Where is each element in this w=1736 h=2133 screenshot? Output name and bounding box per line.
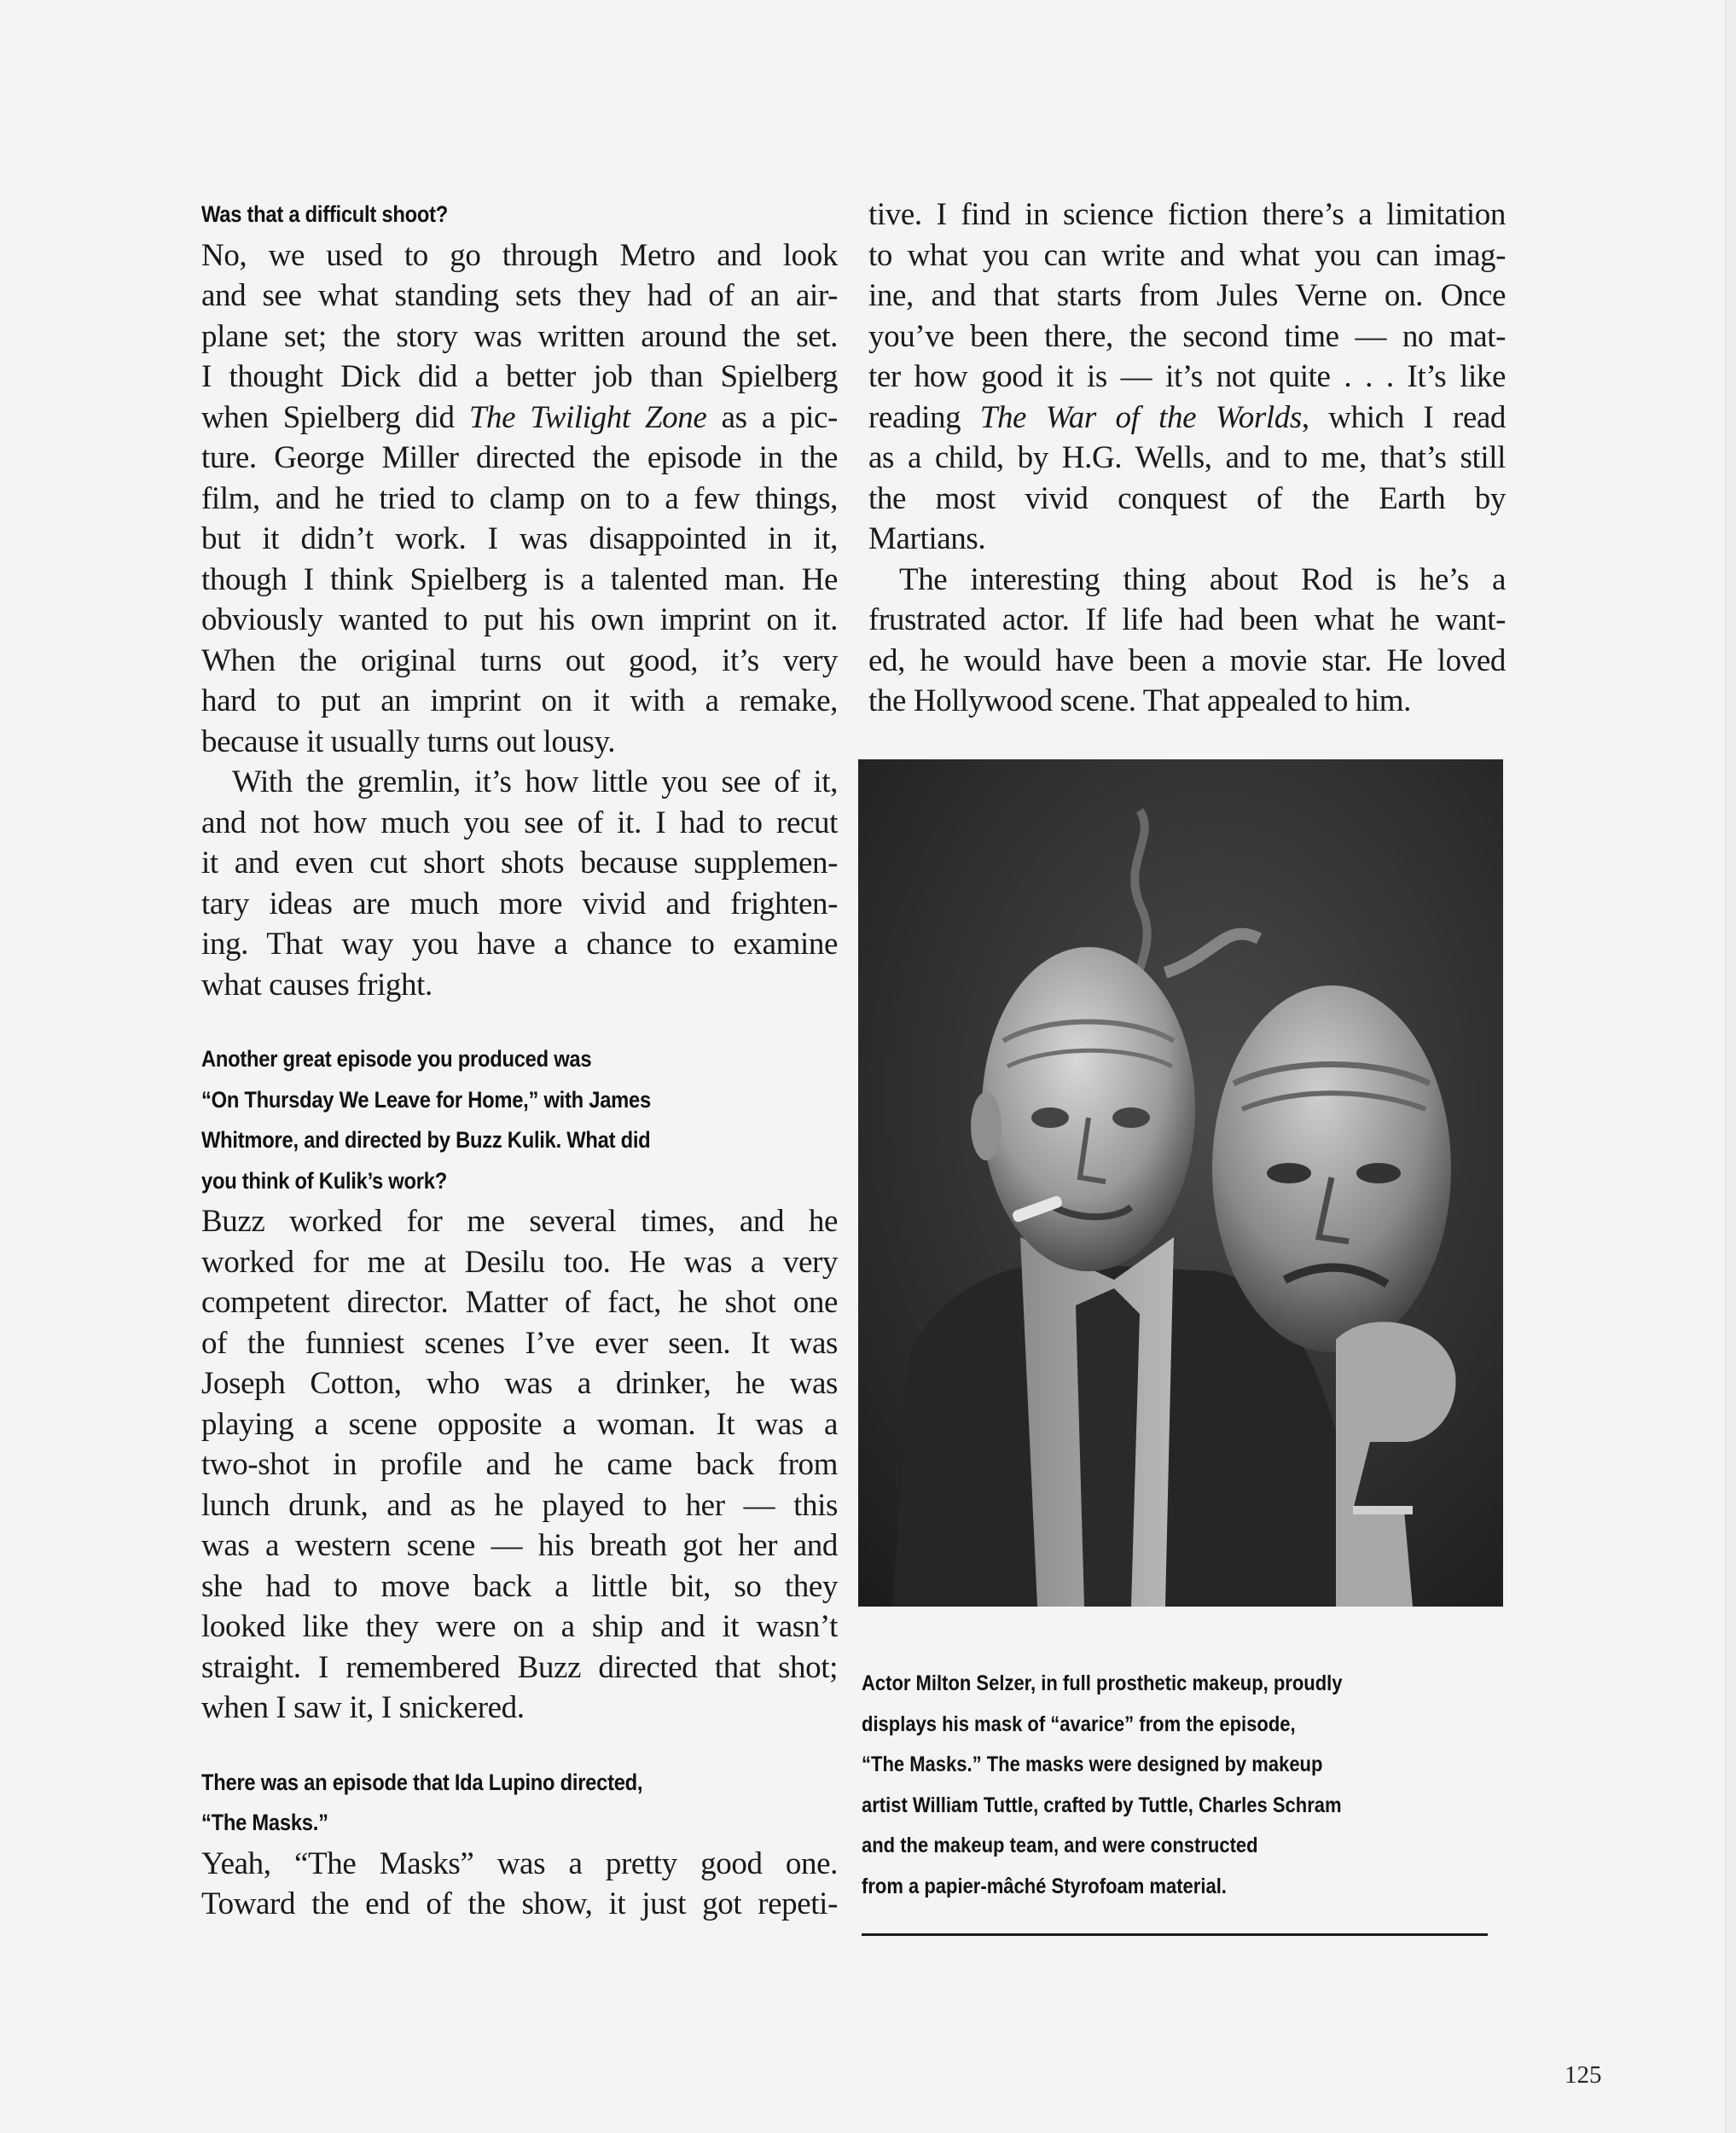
body-line: Buzz worked for me several times, and he [201, 1204, 838, 1239]
spacer [201, 1729, 838, 1763]
body-line: Joseph Cotton, who was a drinker, he was [201, 1366, 838, 1401]
body-line: tary ideas are much more vivid and frighten- [201, 886, 838, 921]
body-line: No, we used to go through Metro and look [201, 237, 838, 273]
body-line: when I saw it, I snickered. [201, 1690, 525, 1725]
body-line: playing a scene opposite a woman. It was a [201, 1406, 838, 1442]
body-line [868, 398, 1506, 439]
body-line: Yeah, “The Masks” was a pretty good one. [201, 1845, 838, 1881]
question-heading: Another great episode you produced was [201, 1046, 592, 1072]
title-war-of-the-worlds: The War of the Worlds [979, 399, 1302, 435]
body-line: With the gremlin, it’s how little you see of it, [232, 764, 838, 799]
body-line: lunch drunk, and as he played to her — this [201, 1487, 838, 1523]
body-line: When the original turns out good, it’s very [201, 642, 838, 678]
body-line: worked for me at Desilu too. He was a very [201, 1244, 838, 1280]
body-line: tive. I find in science fiction there’s a limitation [868, 197, 1506, 232]
body-line: but it didn’t work. I was disappointed in it, [201, 521, 838, 556]
caption-line: artist William Tuttle, crafted by Tuttle, Charles Schram [862, 1793, 1342, 1817]
body-line: you’ve been there, the second time — no mat- [868, 318, 1506, 354]
title-twilight-zone: The Twilight Zone [468, 399, 707, 435]
body-line: frustrated actor. If life had been what he want- [868, 602, 1506, 637]
body-line: competent director. Matter of fact, he shot one [201, 1285, 838, 1320]
body-line: the Hollywood scene. That appealed to him. [868, 683, 1412, 718]
body-line: what causes fright. [201, 967, 433, 1003]
body-line: it and even cut short shots because supplemen- [201, 846, 838, 881]
body-line: and see what standing sets they had of an air- [201, 278, 838, 313]
question-heading: Was that a difficult shoot? [201, 201, 448, 227]
body-line: and not how much you see of it. I had to recut [201, 805, 838, 840]
body-line: though I think Spielberg is a talented man. He [201, 561, 838, 597]
body-line: film, and he tried to clamp on to a few things, [201, 480, 838, 516]
body-line: because it usually turns out lousy. [201, 724, 616, 759]
body-line: ine, and that starts from Jules Verne on. Once [868, 278, 1506, 313]
body-line: I thought Dick did a better job than Spielberg [201, 359, 838, 394]
body-line: hard to put an imprint on it with a remake, [201, 683, 838, 718]
page-edge [1725, 0, 1736, 2133]
caption-line: Actor Milton Selzer, in full prosthetic makeup, proudly [862, 1671, 1343, 1695]
body-line: two-shot in profile and he came back from [201, 1447, 838, 1482]
body-text: , which I read [1301, 399, 1506, 435]
question-heading: There was an episode that Ida Lupino directed, [201, 1769, 643, 1795]
body-line: the most vivid conquest of the Earth by [868, 480, 1506, 516]
body-line: ed, he would have been a movie star. He loved [868, 642, 1506, 678]
body-line: of the funniest scenes I’ve ever seen. It was [201, 1325, 838, 1361]
question-heading: “The Masks.” [201, 1810, 328, 1835]
body-line: Martians. [868, 521, 986, 556]
question-heading: you think of Kulik’s work? [201, 1167, 447, 1194]
caption-line: displays his mask of “avarice” from the episode, [862, 1712, 1296, 1736]
body-text: as a pic- [706, 399, 838, 435]
body-line: she had to move back a little bit, so they [201, 1568, 838, 1604]
caption-rule [862, 1933, 1488, 1936]
body-line: was a western scene — his breath got her and [201, 1528, 838, 1563]
photo-illustration [858, 759, 1503, 1607]
left-column [201, 195, 838, 1925]
body-text: when Spielberg did [201, 399, 469, 435]
body-line: obviously wanted to put his own imprint on it. [201, 602, 838, 637]
body-line: ture. George Miller directed the episode in the [201, 440, 838, 475]
question-heading: Whitmore, and directed by Buzz Kulik. What did [201, 1127, 651, 1153]
caption-line: and the makeup team, and were constructed [862, 1834, 1258, 1858]
body-line: The interesting thing about Rod is he’s a [899, 561, 1506, 597]
caption-line: from a papier-mâché Styrofoam material. [862, 1874, 1227, 1898]
body-line: plane set; the story was written around the set. [201, 318, 838, 354]
photo-caption [862, 1664, 1510, 1908]
caption-line: “The Masks.” The masks were designed by makeup [862, 1752, 1323, 1777]
page-number: 125 [1565, 2061, 1602, 2089]
body-line: to what you can write and what you can imag- [868, 237, 1506, 273]
body-line: Toward the end of the show, it just got repeti- [201, 1886, 838, 1921]
body-line: ter how good it is — it’s not quite . . . It’s like [868, 359, 1506, 394]
body-line: ing. That way you have a chance to examine [201, 927, 838, 962]
body-line: as a child, by H.G. Wells, and to me, that’s still [868, 440, 1506, 475]
body-line: straight. I remembered Buzz directed that shot; [201, 1649, 838, 1685]
photo-milton-selzer-mask [858, 759, 1503, 1607]
body-line: looked like they were on a ship and it wasn’t [201, 1609, 838, 1644]
right-column [868, 195, 1506, 722]
body-line [201, 398, 838, 439]
spacer [201, 1005, 838, 1039]
body-text: reading [868, 399, 980, 435]
question-heading: “On Thursday We Leave for Home,” with James [201, 1086, 651, 1113]
